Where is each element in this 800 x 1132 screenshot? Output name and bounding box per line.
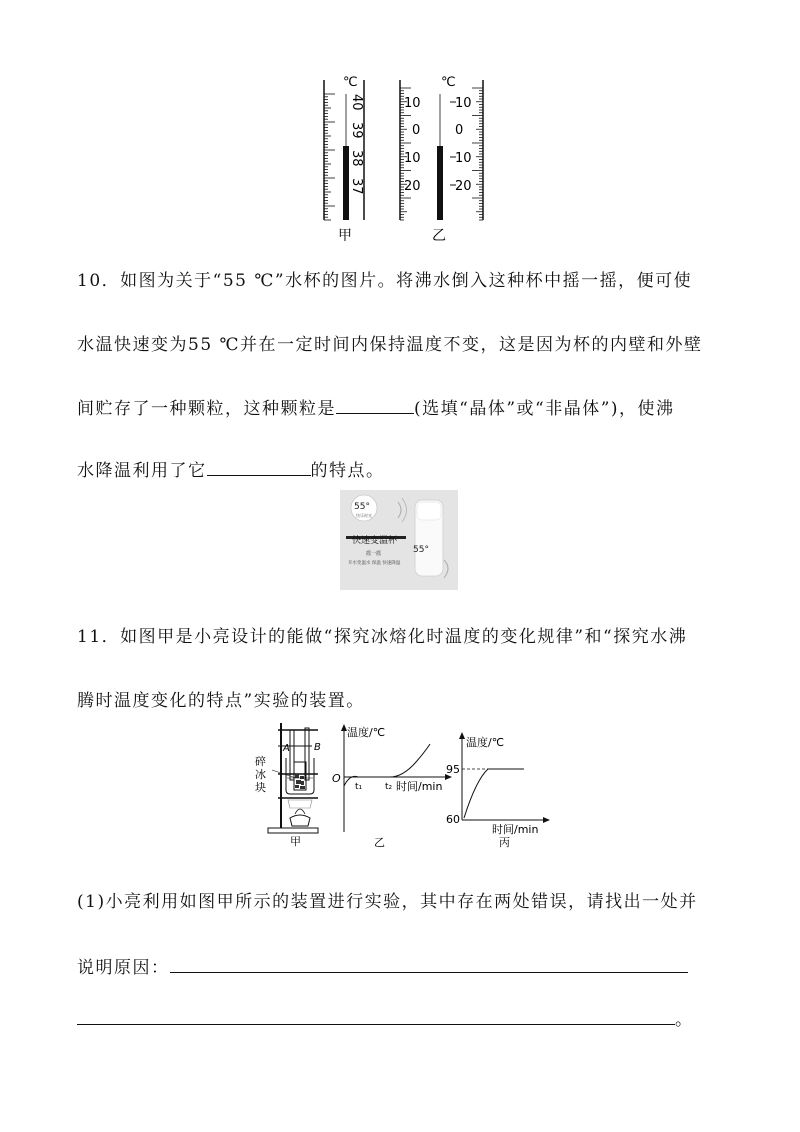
yi-unit: ℃ xyxy=(441,75,456,90)
graph-yi-ylabel: 温度/℃ xyxy=(347,726,386,739)
thermometer-a xyxy=(290,730,294,780)
graph-bing-xlabel: 时间/min xyxy=(492,823,539,836)
graph-bing-curve xyxy=(464,769,524,818)
ice-label-3: 块 xyxy=(255,781,266,794)
sub1-end-mark: 。 xyxy=(675,1010,694,1030)
q10-line-4-text-a: 水降温利用了它 xyxy=(77,461,207,481)
q10-blank-crystal-type[interactable] xyxy=(336,397,414,414)
q11-line-1: 11．如图甲是小亮设计的能做“探究冰熔化时温度的变化规律”和“探究水沸 xyxy=(77,627,688,647)
sub1-answer-blank-1[interactable] xyxy=(170,956,688,973)
stand-base xyxy=(268,828,318,833)
sub1-answer-blank-2[interactable] xyxy=(77,1008,675,1025)
thermometer-figure xyxy=(300,70,500,245)
graph-bing-y-95: 95 xyxy=(446,763,460,776)
q10-blank-property[interactable] xyxy=(207,459,311,476)
yi-caption: 乙 xyxy=(432,228,446,244)
ice-label-1: 碎 xyxy=(255,755,266,768)
q10-line-3 xyxy=(77,394,675,419)
yi-mercury-column xyxy=(437,146,443,220)
ice-label-2: 冰 xyxy=(255,768,266,781)
cup-temp: 55° xyxy=(413,545,429,555)
alcohol-lamp xyxy=(290,815,310,826)
graph-bing-ylabel: 温度/℃ xyxy=(466,736,505,749)
apparatus-label-a: A xyxy=(283,743,290,754)
yi-right-10-top: 10 xyxy=(455,96,472,111)
apparatus-label-b: B xyxy=(314,742,321,753)
sub1-line-1: (1)小亮利用如图甲所示的装置进行实验，其中存在两处错误，请找出一处并 xyxy=(77,892,698,912)
sub1-line-2-text: 说明原因： xyxy=(77,958,170,978)
jia-unit: ℃ xyxy=(343,75,358,90)
jia-label-38: 38 xyxy=(349,150,364,167)
apparatus-caption: 甲 xyxy=(290,835,301,848)
cup-badge-sub: 快乐时光 xyxy=(356,513,372,518)
yi-right-0: 0 xyxy=(455,123,464,138)
graph-bing-y-60: 60 xyxy=(446,813,460,826)
thermometer-yi xyxy=(400,75,483,244)
yi-left-0: 0 xyxy=(412,123,421,138)
jia-caption: 甲 xyxy=(338,228,352,244)
graph-yi-origin: O xyxy=(332,772,341,785)
graph-bing-caption: 丙 xyxy=(499,836,510,849)
cup-photo-art xyxy=(340,490,458,590)
cup-subtitle: 摇一摇 xyxy=(366,551,382,557)
thermometer-jia xyxy=(324,75,364,244)
yi-right-10-bottom: 10 xyxy=(455,151,472,166)
q10-line-3-text-a: 间贮存了一种颗粒，这种颗粒是 xyxy=(77,399,336,419)
yi-right-20: 20 xyxy=(455,179,472,194)
sub1-line-2 xyxy=(77,953,688,978)
wire-gauze xyxy=(288,800,312,808)
jia-label-40: 40 xyxy=(349,94,364,111)
graph-yi-caption: 乙 xyxy=(374,836,385,849)
q10-line-2: 水温快速变为55 ℃并在一定时间内保持温度不变，这是因为杯的内壁和外壁 xyxy=(77,335,703,355)
cup-photo xyxy=(340,490,458,590)
q10-line-3-text-b: (选填“晶体”或“非晶体”)，使沸 xyxy=(414,399,675,419)
cup-caption: 开水变温水 保温 快速降温 xyxy=(348,561,401,566)
graph-yi-t1: t₁ xyxy=(355,782,363,792)
cup-title: 快速变温杯 xyxy=(352,536,398,546)
yi-left-10-top: 10 xyxy=(404,96,421,111)
sub1-line-3 xyxy=(77,1005,694,1030)
graph-yi-t2: t₂ xyxy=(385,782,393,792)
apparatus-figure xyxy=(250,718,335,848)
jia-label-37: 37 xyxy=(349,178,364,195)
q10-line-4 xyxy=(77,456,385,481)
graph-yi-xlabel: 时间/min xyxy=(396,780,443,793)
q10-line-4-text-b: 的特点。 xyxy=(310,461,385,481)
jia-mercury-column xyxy=(343,146,349,220)
jia-label-39: 39 xyxy=(349,122,364,139)
q11-line-2: 腾时温度变化的特点”实验的装置。 xyxy=(77,691,365,711)
yi-left-20: 20 xyxy=(404,179,421,194)
graph-bing xyxy=(442,730,552,850)
cup-badge-temp: 55° xyxy=(354,502,370,512)
yi-left-10-bottom: 10 xyxy=(404,151,421,166)
graph-yi xyxy=(330,722,452,850)
q10-line-1: 10．如图为关于“55 ℃”水杯的图片。将沸水倒入这种杯中摇一摇，便可使 xyxy=(77,271,693,291)
